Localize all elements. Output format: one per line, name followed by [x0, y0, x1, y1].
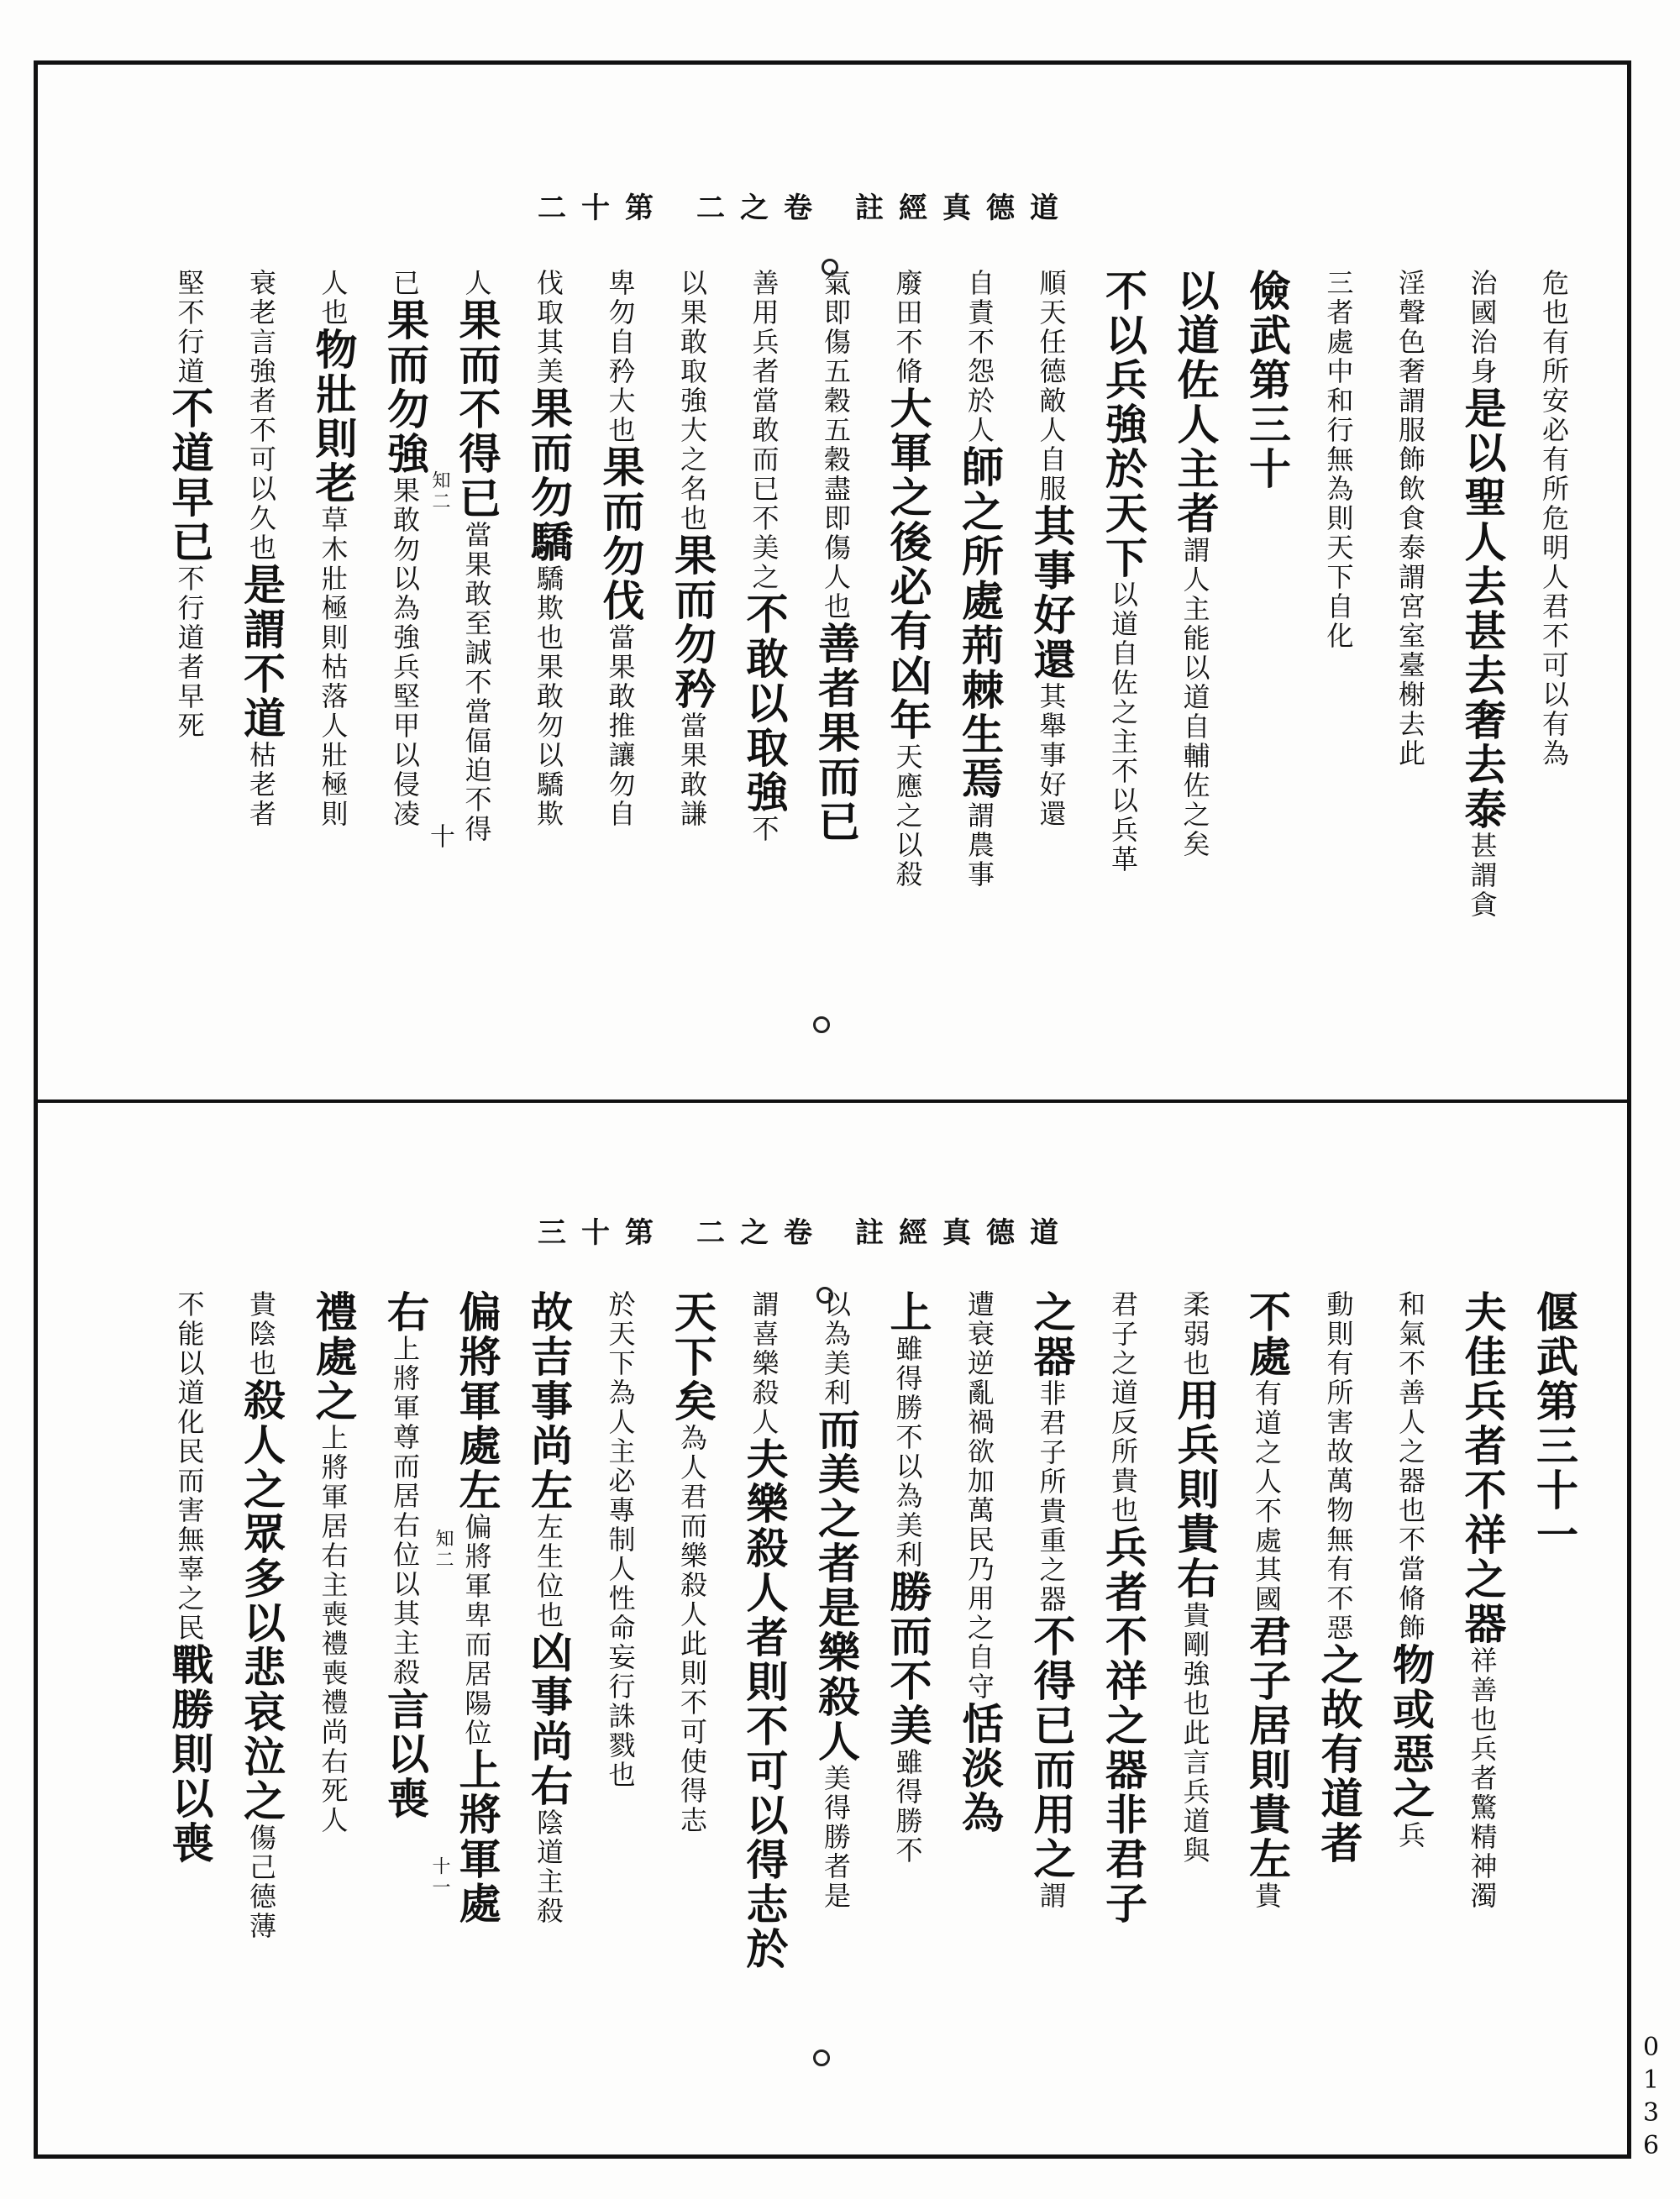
main-text: 君子居則貴左	[1242, 1614, 1292, 1881]
commentary-text: 祥善也兵者驚精神濁	[1466, 1646, 1499, 1911]
text-column	[165, 1290, 215, 1866]
main-text: 凶事尚右	[524, 1630, 574, 1808]
text-column	[1098, 1290, 1148, 1926]
text-column	[596, 269, 646, 829]
main-text: 故吉事尚左	[524, 1290, 574, 1513]
text-column	[811, 269, 861, 844]
main-text: 不敢以取強	[739, 592, 790, 815]
text-column	[452, 1290, 502, 1926]
text-column	[308, 1290, 359, 1835]
commentary-text: 非君子所貴重之器	[1035, 1379, 1068, 1614]
commentary-text: 善用兵者當敢而已不美之	[748, 269, 780, 592]
header-group	[538, 192, 654, 225]
commentary-text: 順天任德敵人自服	[1035, 269, 1068, 504]
commentary-text: 伐取其美	[533, 269, 564, 386]
commentary-text: 柔弱也	[1179, 1290, 1211, 1378]
text-column	[954, 269, 1005, 890]
header-character: 二	[538, 192, 566, 225]
header-character: 註	[855, 1216, 884, 1250]
main-text: 用兵則貴右	[1170, 1378, 1221, 1601]
commentary-text: 以為美利	[820, 1290, 852, 1408]
commentary-text: 不	[748, 815, 780, 844]
header-character: 十	[581, 1216, 610, 1250]
commentary-text: 其舉事好還	[1035, 682, 1068, 829]
commentary-text: 自責不怨於人	[963, 269, 995, 445]
main-text: 不處	[1242, 1290, 1292, 1379]
main-text: 夫佳兵者不祥之器	[1457, 1290, 1508, 1646]
main-text: 是謂不道	[237, 563, 286, 741]
main-text: 果而勿矜	[668, 533, 717, 711]
main-text: 物壯則老	[308, 328, 359, 506]
header-character: 德	[986, 192, 1015, 225]
header-character: 第	[625, 1216, 654, 1250]
text-column	[1457, 269, 1508, 920]
commentary-text: 不能以道化民而害無辜之民	[173, 1290, 206, 1643]
commentary-text: 偏將軍卑而居陽位	[460, 1513, 493, 1748]
main-text: 戰勝則以喪	[165, 1643, 215, 1866]
main-text: 果而勿驕	[524, 386, 574, 564]
header-group	[855, 192, 1058, 225]
header-character: 道	[1030, 192, 1058, 225]
header-character: 註	[855, 192, 884, 225]
text-column	[739, 269, 790, 844]
text-column	[1385, 1290, 1436, 1850]
commentary-text: 左生位也	[533, 1513, 564, 1630]
commentary-text: 卑勿自矜大也	[604, 269, 637, 445]
fold-note-lower-1: 知二	[433, 1529, 454, 1571]
text-column	[236, 1290, 286, 1941]
main-text: 其事好還	[1026, 504, 1077, 682]
commentary-text: 以道自佐之主不以兵革	[1107, 580, 1139, 874]
text-column	[380, 269, 430, 829]
commentary-text: 貴剛強也此言兵道與	[1179, 1601, 1211, 1866]
commentary-text: 當果敢謙	[676, 711, 708, 829]
main-text: 師之所處荊棘生焉	[955, 445, 1005, 801]
circle-mark-icon	[822, 259, 838, 276]
commentary-text: 當果敢至誠不當偪迫不得	[460, 521, 493, 844]
commentary-text: 草木壯極則枯落人壯極則	[317, 506, 349, 829]
commentary-text: 危也有所安必有所危明人君不可以有為	[1538, 269, 1570, 769]
commentary-text: 驕欺也果敢勿以驕欺	[533, 564, 564, 829]
main-text: 果而勿伐	[596, 445, 646, 623]
text-column	[1529, 269, 1579, 769]
main-text: 不道早已	[165, 386, 215, 564]
main-text: 上	[883, 1290, 933, 1335]
main-text: 物或惡之	[1386, 1643, 1436, 1821]
circle-mark-icon	[813, 2049, 830, 2066]
text-column	[1026, 269, 1077, 829]
header-character: 二	[696, 1216, 725, 1250]
commentary-text: 人也	[317, 269, 349, 328]
main-text: 上將軍處	[452, 1748, 502, 1926]
header-group	[696, 192, 812, 225]
commentary-text: 治國治身	[1466, 269, 1499, 386]
fold-note-upper-2: 十	[425, 823, 454, 851]
text-column	[1242, 1290, 1292, 1911]
main-text: 善者果而已	[811, 622, 861, 844]
commentary-text: 以果敢取強大之名也	[676, 269, 708, 533]
text-column	[1314, 269, 1364, 651]
page-divider	[34, 1100, 1631, 1103]
commentary-text: 雖得勝不以為美利	[891, 1335, 924, 1570]
commentary-text: 美得勝者是	[820, 1764, 852, 1911]
commentary-text: 上將軍居右主喪禮喪禮尚右死人	[317, 1424, 349, 1835]
main-text: 言以喪	[381, 1687, 430, 1821]
header-character: 三	[538, 1216, 566, 1250]
commentary-text: 謂農事	[963, 801, 995, 890]
text-column	[1026, 1290, 1077, 1911]
header-character: 第	[625, 192, 654, 225]
header-character: 十	[581, 192, 610, 225]
header-group	[696, 1216, 812, 1250]
fold-note-upper-1: 知二	[429, 470, 450, 512]
text-column	[883, 1290, 933, 1866]
commentary-text: 有道之人不處其國	[1251, 1379, 1283, 1614]
commentary-text: 於天下為人主必專制人性命妄行誅戮也	[604, 1290, 637, 1790]
text-column	[596, 1290, 646, 1790]
text-column	[1242, 269, 1292, 491]
header-character: 之	[740, 1216, 769, 1250]
text-column	[1314, 1290, 1364, 1866]
lower-page-header	[538, 1216, 1058, 1250]
header-character: 經	[899, 192, 927, 225]
text-column	[1170, 1290, 1221, 1866]
text-column	[739, 1290, 790, 1971]
commentary-text: 遭衰逆亂禍欲加萬民乃用之自守	[963, 1290, 995, 1702]
text-column	[165, 269, 215, 741]
commentary-text: 氣即傷五穀五穀盡即傷人也	[820, 269, 852, 622]
commentary-text: 傷己德薄	[245, 1824, 277, 1941]
commentary-text: 兵	[1394, 1821, 1426, 1850]
text-column	[380, 1290, 430, 1821]
main-text: 果而勿強	[381, 298, 430, 476]
header-group	[855, 1216, 1058, 1250]
text-column	[1385, 269, 1436, 769]
main-text: 是以聖人去甚去奢去泰	[1457, 386, 1508, 832]
main-text: 天下矣	[668, 1290, 717, 1424]
commentary-text: 三者處中和行無為則天下自化	[1322, 269, 1355, 651]
text-column	[452, 269, 502, 844]
commentary-text: 人	[460, 269, 493, 298]
upper-page-header	[538, 192, 1058, 225]
main-text: 禮處之	[308, 1290, 359, 1424]
commentary-text: 衰老言強者不可以久也	[245, 269, 277, 563]
circle-mark-icon	[816, 1287, 833, 1304]
main-text: 恬淡為	[955, 1702, 1005, 1835]
header-character: 德	[986, 1216, 1015, 1250]
commentary-text: 不行道者早死	[173, 564, 206, 741]
commentary-text: 上將軍尊而居右位以其主殺	[389, 1335, 421, 1687]
header-character: 二	[696, 192, 725, 225]
commentary-text: 甚謂貪	[1466, 832, 1499, 920]
main-text: 殺人之眾多以悲哀泣之	[237, 1378, 286, 1824]
text-column	[1098, 269, 1148, 874]
commentary-text: 君子之道反所貴也	[1107, 1290, 1139, 1525]
commentary-text: 廢田不脩	[891, 269, 924, 386]
commentary-text: 動則有所害故萬物無有不惡	[1322, 1290, 1355, 1643]
header-character: 真	[942, 1216, 971, 1250]
text-column	[236, 269, 286, 829]
commentary-text: 謂人主能以道自輔佐之矣	[1179, 536, 1211, 859]
commentary-text: 當果敢推讓勿自	[604, 623, 637, 829]
commentary-text: 貴陰也	[245, 1290, 277, 1378]
main-text: 夫樂殺人者則不可以得志於	[739, 1437, 790, 1971]
main-text: 儉武第三十	[1242, 269, 1292, 491]
main-text: 不以兵強於天下	[1099, 269, 1148, 580]
main-text: 兵者不祥之器非君子	[1099, 1525, 1148, 1926]
main-text: 右	[381, 1290, 430, 1335]
main-text: 偏將軍處左	[452, 1290, 502, 1513]
commentary-text: 天應之以殺	[891, 743, 924, 890]
text-column	[1170, 269, 1221, 859]
main-text: 偃武第三十一	[1530, 1290, 1579, 1557]
commentary-text: 陰道主殺	[533, 1808, 564, 1926]
text-column	[667, 1290, 717, 1835]
commentary-text: 果敢勿以為強兵堅甲以侵凌	[389, 476, 421, 829]
main-text: 果而不得已	[452, 298, 502, 521]
commentary-text: 謂	[1035, 1881, 1068, 1911]
text-column	[523, 1290, 574, 1926]
commentary-text: 堅不行道	[173, 269, 206, 386]
header-character: 卷	[784, 192, 812, 225]
main-text: 不得已而用之	[1026, 1614, 1077, 1881]
main-text: 之器	[1026, 1290, 1077, 1379]
text-column	[523, 269, 574, 829]
text-column	[1457, 1290, 1508, 1911]
text-column	[1529, 1290, 1579, 1557]
text-column	[308, 269, 359, 829]
commentary-text: 謂喜樂殺人	[748, 1290, 780, 1437]
header-character: 經	[899, 1216, 927, 1250]
commentary-text: 淫聲色奢謂服飾飲食泰謂宮室臺榭去此	[1394, 269, 1426, 769]
commentary-text: 和氣不善人之器也不當脩飾	[1394, 1290, 1426, 1643]
commentary-text: 為人君而樂殺人此則不可使得志	[676, 1424, 708, 1835]
main-text: 之故有道者	[1314, 1643, 1364, 1866]
circle-mark-icon	[813, 1016, 830, 1033]
header-character: 道	[1030, 1216, 1058, 1250]
commentary-text: 枯老者	[245, 741, 277, 829]
text-column	[811, 1290, 861, 1911]
commentary-text: 貴	[1251, 1881, 1283, 1911]
header-group	[538, 1216, 654, 1250]
main-text: 大軍之後必有凶年	[883, 386, 933, 743]
text-column	[667, 269, 717, 829]
header-character: 卷	[784, 1216, 812, 1250]
main-text: 而美之者是樂殺人	[811, 1408, 861, 1764]
text-column	[954, 1290, 1005, 1835]
header-character: 之	[740, 192, 769, 225]
header-character: 真	[942, 192, 971, 225]
fold-note-lower-2: 十一	[429, 1856, 450, 1898]
commentary-text: 已	[389, 269, 421, 298]
commentary-text: 雖得勝不	[891, 1748, 924, 1866]
main-text: 勝而不美	[883, 1570, 933, 1748]
page-number: 0136	[1636, 2033, 1666, 2164]
text-column	[883, 269, 933, 890]
main-text: 以道佐人主者	[1170, 269, 1221, 536]
